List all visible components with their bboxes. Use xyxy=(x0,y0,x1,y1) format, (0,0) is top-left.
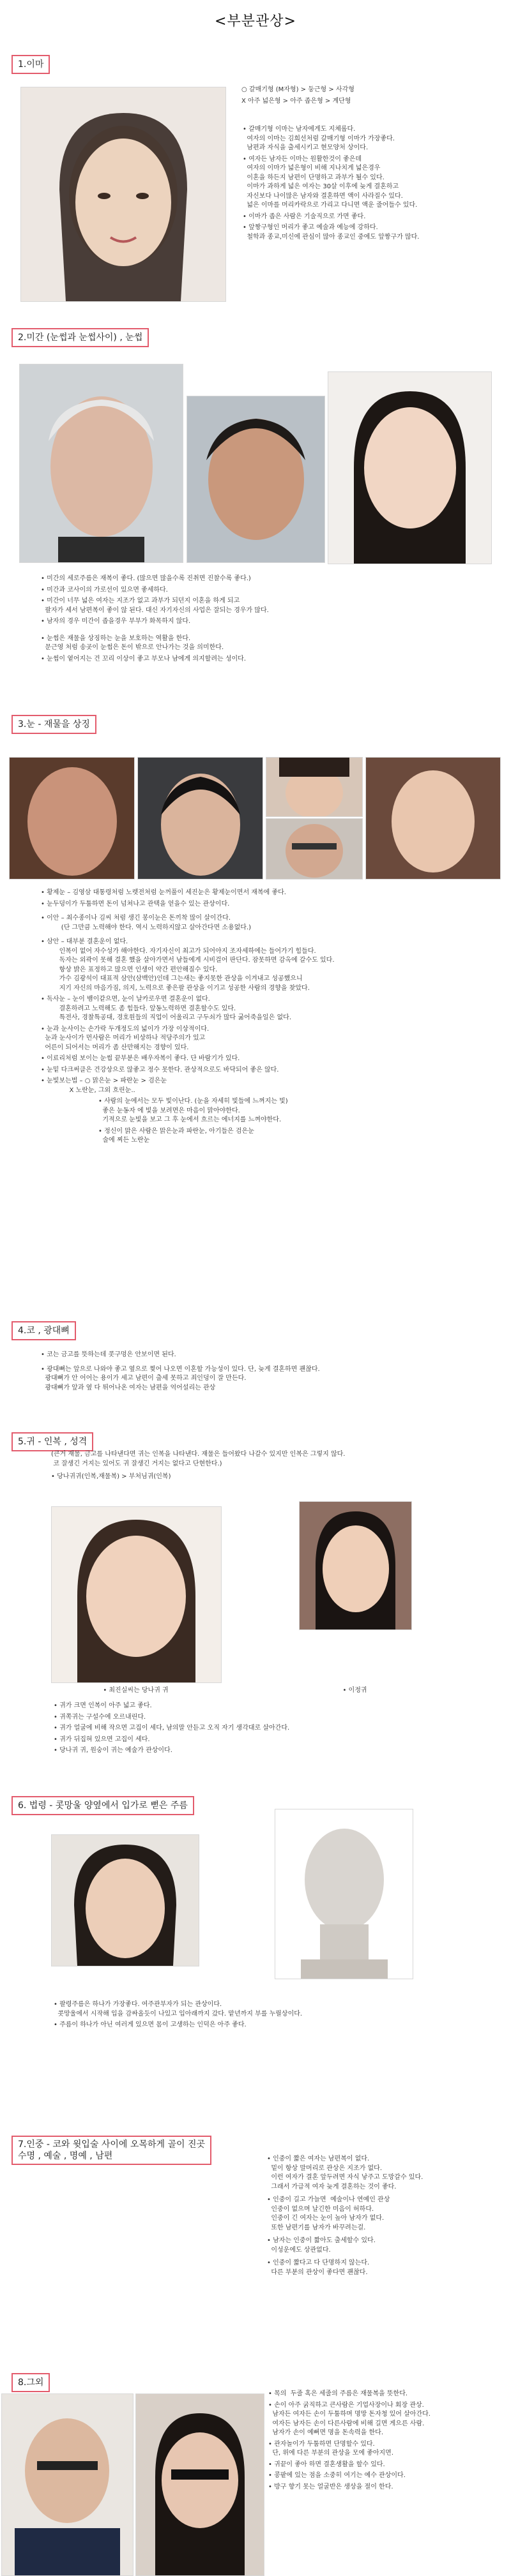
note-line: ○ 갈매기형 (M자형) > 둥근형 > 사각형 xyxy=(241,86,355,93)
text-line: • 코는 금고를 뜻하는데 콧구멍은 안보이면 된다. xyxy=(41,1351,176,1358)
text-line: • 목의 두줄 혹은 세줄의 주름은 재물복을 뜻한다. xyxy=(268,2390,408,2397)
text-line: • 귀가 얼굴에 비해 작으면 고집이 세다, 남의말 안듣고 오직 자기 생각대로 살아간다. xyxy=(54,1725,290,1732)
section-header-nose: 4.코 , 광대뼈 xyxy=(11,1321,76,1340)
eyes-photo-4 xyxy=(266,818,363,880)
text-line: • 미간과 코사이의 가로선이 있으면 좋세하다. xyxy=(41,586,168,594)
brow-photo-2 xyxy=(187,396,325,563)
text-line: • 광대뼈는 앞으로 나와야 좋고 옆으로 찢어 나오면 이혼할 가능성이 있다. 단, 늦게 결혼하면 괜찮다. 광대뼈가 안 어어는 용이가 세고 남편이 출세 못하고 죄인덩이 잘 만든다. 광대뼈가 앞과 옆 다 튀어나온 여자는 남편을 억어설리는 관상 xyxy=(41,1365,320,1391)
text-line: • 이마가 좁은 사람은 기술직으로 가면 좋다. xyxy=(243,213,366,220)
text-line: • 귀쪽귀는 구설수에 오르내린다. xyxy=(54,1713,146,1721)
section-header-eyes: 3.눈 - 재물을 상징 xyxy=(11,715,96,734)
text-line: • 당나귀귀(인복,재물복) > 부처님귀(인복) xyxy=(51,1473,171,1480)
section-4-text xyxy=(41,1351,494,1395)
text-line: • 갈매기형 이마는 남자에게도 지체롭다. 여자의 이마는 김희선처럼 갈매기형 이마가 가장좋다. 남편과 자식을 출세시키고 현모양처 상이다. xyxy=(243,126,395,151)
section-2-text xyxy=(41,574,488,666)
text-line: • 남자는 인중이 짧아도 출세할수 있다. 이성운에도 상관없다. xyxy=(267,2237,376,2254)
section-6-text xyxy=(54,2000,501,2032)
note-line: X 아주 넓은형 > 아주 좁은형 > 계단형 xyxy=(241,97,351,105)
ears-photo-2 xyxy=(299,1501,412,1630)
section-header-nasolabial: 6. 법령 - 콧망울 양옆에서 입가로 뻗은 주름 xyxy=(11,1796,194,1815)
section-5-intro xyxy=(51,1450,498,1484)
text-line: • 손이 아주 굵직하고 큰사람은 기업사장이나 회장 관상. 남자든 여자든 손이 두툼하며 명망 돈자청 있어 살아간다. 여자든 남자든 손이 다른사람에 비해 길면 게으른 사람. 남자가 손이 예뻐면 명을 돈속력을 한다. xyxy=(268,2401,431,2436)
text-line: • 콩팥에 있는 점을 소중히 여기는 예수 관상이다. xyxy=(268,2472,406,2479)
etc-photo-2 xyxy=(135,2393,264,2576)
text-line: • 미간이 너무 넓은 여자는 지조가 없고 과부가 되던지 이혼을 하게 되고 팔자가 세서 남편복이 좋이 않 된다. 대신 자기자신의 사업은 잘되는 경우가 많다. xyxy=(41,597,269,614)
text-line: • 독사눈 – 눈이 뱀이같으면, 눈이 날카로우면 결혼운이 없다. 결혼하려고 노력해도 좀 힘들다. 앞동노력하면 결혼할수도 있다. 특전사, 경찰특공대, 경호원들의 직업이 어울리고 구두쇠가 많다 굶어죽을일은 없다. xyxy=(41,996,292,1021)
text-line: • 삼안 – 대부분 결혼운이 없다. 인복이 없어 자수성가 해야한다. 자기자신이 최고가 되어야지 조자세하에는 들어가기 힘들다. 독자는 외곽이 못해 결혼 했을 살아가면서 남들에게 시비걸어 판단다. 잠못하면 감옥에 갈수도 있다. 항상 밝은 표정하고 많으면 인생이 약간 편안해질수 있다. 가수 김광석이 대표적 삼안(삼백안)인데 그는새는 좋지못한 관상을 이겨내고 성공했으니 지기 자신의 마음가짐, 의지, 노력으로 좋은팔 관상을 이기고 성공한 사람의 경향을 찾았다. xyxy=(41,938,335,992)
brow-photo-3 xyxy=(328,371,492,564)
ears-photo-1 xyxy=(51,1506,222,1683)
text-line: • 눈과 눈사이는 손가락 두개정도의 넓이가 가장 이상적이다. 눈과 눈사이가 먼사람은 머리가 비상하나 적당주의가 있고 어른이 되어서는 머리가 좀 산만해지는 경향이 있다. xyxy=(41,1025,210,1051)
brow-photo-1 xyxy=(19,364,183,563)
section-header-forehead: 1.이마 xyxy=(11,55,50,74)
text-line: • 방구 향기 못는 얼굴반은 생상을 절이 한다. xyxy=(268,2483,393,2490)
text-line: • 눈썹은 재물을 상징하는 눈을 보호하는 역활을 한다. 문근영 처럼 송곳이 눈썹은 돈이 밖으로 안나가는 것을 의미한다. xyxy=(41,634,224,651)
text-line: • 주름이 하나가 아닌 여러게 있으면 몸이 고생하는 인덕은 아주 좋다. xyxy=(54,2021,247,2028)
text-line: • 이료리처럼 보이는 눈썹 끝부분은 배우자복이 좋다. 단 바람기가 있다. xyxy=(41,1055,240,1062)
text-line: • 팔령주름은 하나가 가장좋다. 여주관부자가 되는 관상이다. 콧망울에서 시작해 입을 감싸올듯이 나있고 입아래까지 갔다. 맡년까지 부를 누릴상이다. xyxy=(54,2001,303,2018)
section-8-text xyxy=(268,2390,505,2494)
text-line: • 미간의 세로주름은 재복이 좋다. (많으면 많을수록 진취면 진찰수록 좋다.) xyxy=(41,575,251,582)
eyes-photo-5 xyxy=(365,757,501,880)
eyes-photo-1 xyxy=(9,757,135,880)
eyes-photo-2 xyxy=(137,757,263,880)
etc-photo-1 xyxy=(1,2393,133,2576)
section-header-ears: 5.귀 - 인복 , 성격 xyxy=(11,1432,93,1451)
text-line: • 여자든 남자든 이마는 원활한것이 좋은데 여자의 이마가 넓은형이 비해 지나치게 넓은경우 이혼을 하든지 남편이 단명하고 과부가 될수 있다. 이마가 과하게 넓은 여자는 30살 이후에 늦게 결혼하고 자신보다 나이많은 남자와 결혼하면 액이 사라질수 있다. 넓은 이마를 머리카락으로 가리고 다니면 액운 줄어들수 있다. xyxy=(243,155,418,209)
text-line: • 남자의 경우 미간이 좁을경우 부부가 화목하지 않다. xyxy=(41,618,191,625)
text-line: • 눈빛보는법 – ○ 맑은눈 > 파란눈 > 검은눈 X 노란눈, 그외 흐린눈.. xyxy=(41,1077,167,1094)
text-line: • 귀가 뒤집혀 있으면 고집이 세다. xyxy=(54,1735,150,1743)
text-line: • 귀가 크면 인복이 아주 넓고 좋다. xyxy=(54,1702,152,1709)
section-header-brow: 2.미간 (눈썹과 눈썹사이) , 눈썹 xyxy=(11,328,149,347)
nasolabial-photo-1 xyxy=(51,1834,199,1966)
ears-caption-2: • 이정귀 xyxy=(342,1687,367,1694)
text-line: • 당나귀 귀, 원숭이 귀는 예술가 관상이다. xyxy=(54,1747,172,1754)
section-7-text xyxy=(267,2155,503,2279)
section-header-philtrum: 7.인중 - 코와 윗입술 사이에 오목하게 골이 진곳 수명 , 예술 , 명예 , 남편 xyxy=(11,2136,211,2165)
text-line: • 인중이 짧다고 다 단명하지 않는다. 다른 부분의 관상이 좋다면 괜찮다. xyxy=(267,2259,370,2276)
section-header-etc: 8.그외 xyxy=(11,2373,50,2392)
section-1-notes xyxy=(241,86,497,108)
eyes-photo-3 xyxy=(266,757,363,817)
text-line: • 눈밑 다크써클은 건강상으로 않좋고 정수 못한다. 관상적으로도 바닥되어 좋은 않다. xyxy=(41,1066,279,1074)
text-line: • 인중이 짧은 여자는 남편복이 없다. 밑이 항상 말머리로 관상은 지조가 없다. 이런 여자가 결혼 앞두려면 자식 낳주고 도망갈수 있다. 그래서 가급적 여자 늦게 결혼하는 것이 좋다. xyxy=(267,2155,423,2190)
page-title: <부분관상> xyxy=(215,13,296,29)
text-line: • 귀끝이 좋아 하면 결혼생활을 할수 있다. xyxy=(268,2460,385,2468)
text-line: • 인중이 길고 가늘면 예술이나 연예인 관상 인중이 없으며 날긴한 미음이 허하다. 인중이 긴 여자는 눈이 높아 남자가 없다. 또한 남편기를 남자가 바꾸려는걸. xyxy=(267,2196,390,2231)
forehead-photo xyxy=(20,87,226,302)
section-1-text xyxy=(243,125,498,244)
text-line: • 앞짱구형인 머리가 좋고 예술과 예능에 강하다. 철학과 종교,미신에 관심이 많아 종교인 중에도 앞짱구가 많다. xyxy=(243,224,420,241)
text-line: (큰거 재물, 금고를 나타낸다면 귀는 인복을 나타낸다. 재물은 들어왔다 나갈수 있지만 인복은 그렇지 않다. 코 잘생긴 거지는 있어도 귀 잘생긴 거지는 없다고 단현한다.) xyxy=(51,1451,346,1467)
ears-caption-1: • 최진실씨는 당나귀 귀 xyxy=(103,1687,169,1694)
section-3-text xyxy=(41,888,494,1148)
section-5-text xyxy=(54,1702,501,1758)
text-line: • 눈두덩이가 두툼하면 돈이 넘쳐나고 관택을 얻을수 있는 관상이다. xyxy=(41,900,230,908)
text-line: • 사람의 눈에서는 모두 빛이난다. (눈을 자세히 빛들에 느껴지는 빛) 좋은 눈동자 에 빛을 보려면은 마음이 맑아야한다. 기적으로 눈빛을 보고 그 후 눈에서 흐르는 에너지를 느껴야한다. xyxy=(98,1098,288,1123)
text-line: • 황제눈 – 김영삼 대통령처럼 노렛전처럼 눈꺼풀이 세진눈은 황제눈이면서 재복에 좋다. xyxy=(41,889,286,896)
text-line: • 눈썹이 옅어지는 건 꼬리 이상이 좋고 부모나 남에게 의지할려는 성이다. xyxy=(41,655,247,663)
text-line: • 정신이 맑은 사람은 맑은눈과 파란눈, 아기들은 검은눈 술에 찌든 노란눈 xyxy=(98,1127,254,1144)
text-line: • 관자놀이가 두툼하면 단명할수 있다. 단, 위에 다른 부분의 관상을 모에 좋아지면. xyxy=(268,2440,394,2457)
nasolabial-photo-2 xyxy=(275,1809,413,1979)
text-line: • 이안 – 최수종이나 김씨 처럼 생긴 봉이눈은 돈끼착 많이 살이간다. (단 그만큼 노력해야 한다. 역시 노력하지않고 살아간다면 소용없다.) xyxy=(41,915,252,931)
